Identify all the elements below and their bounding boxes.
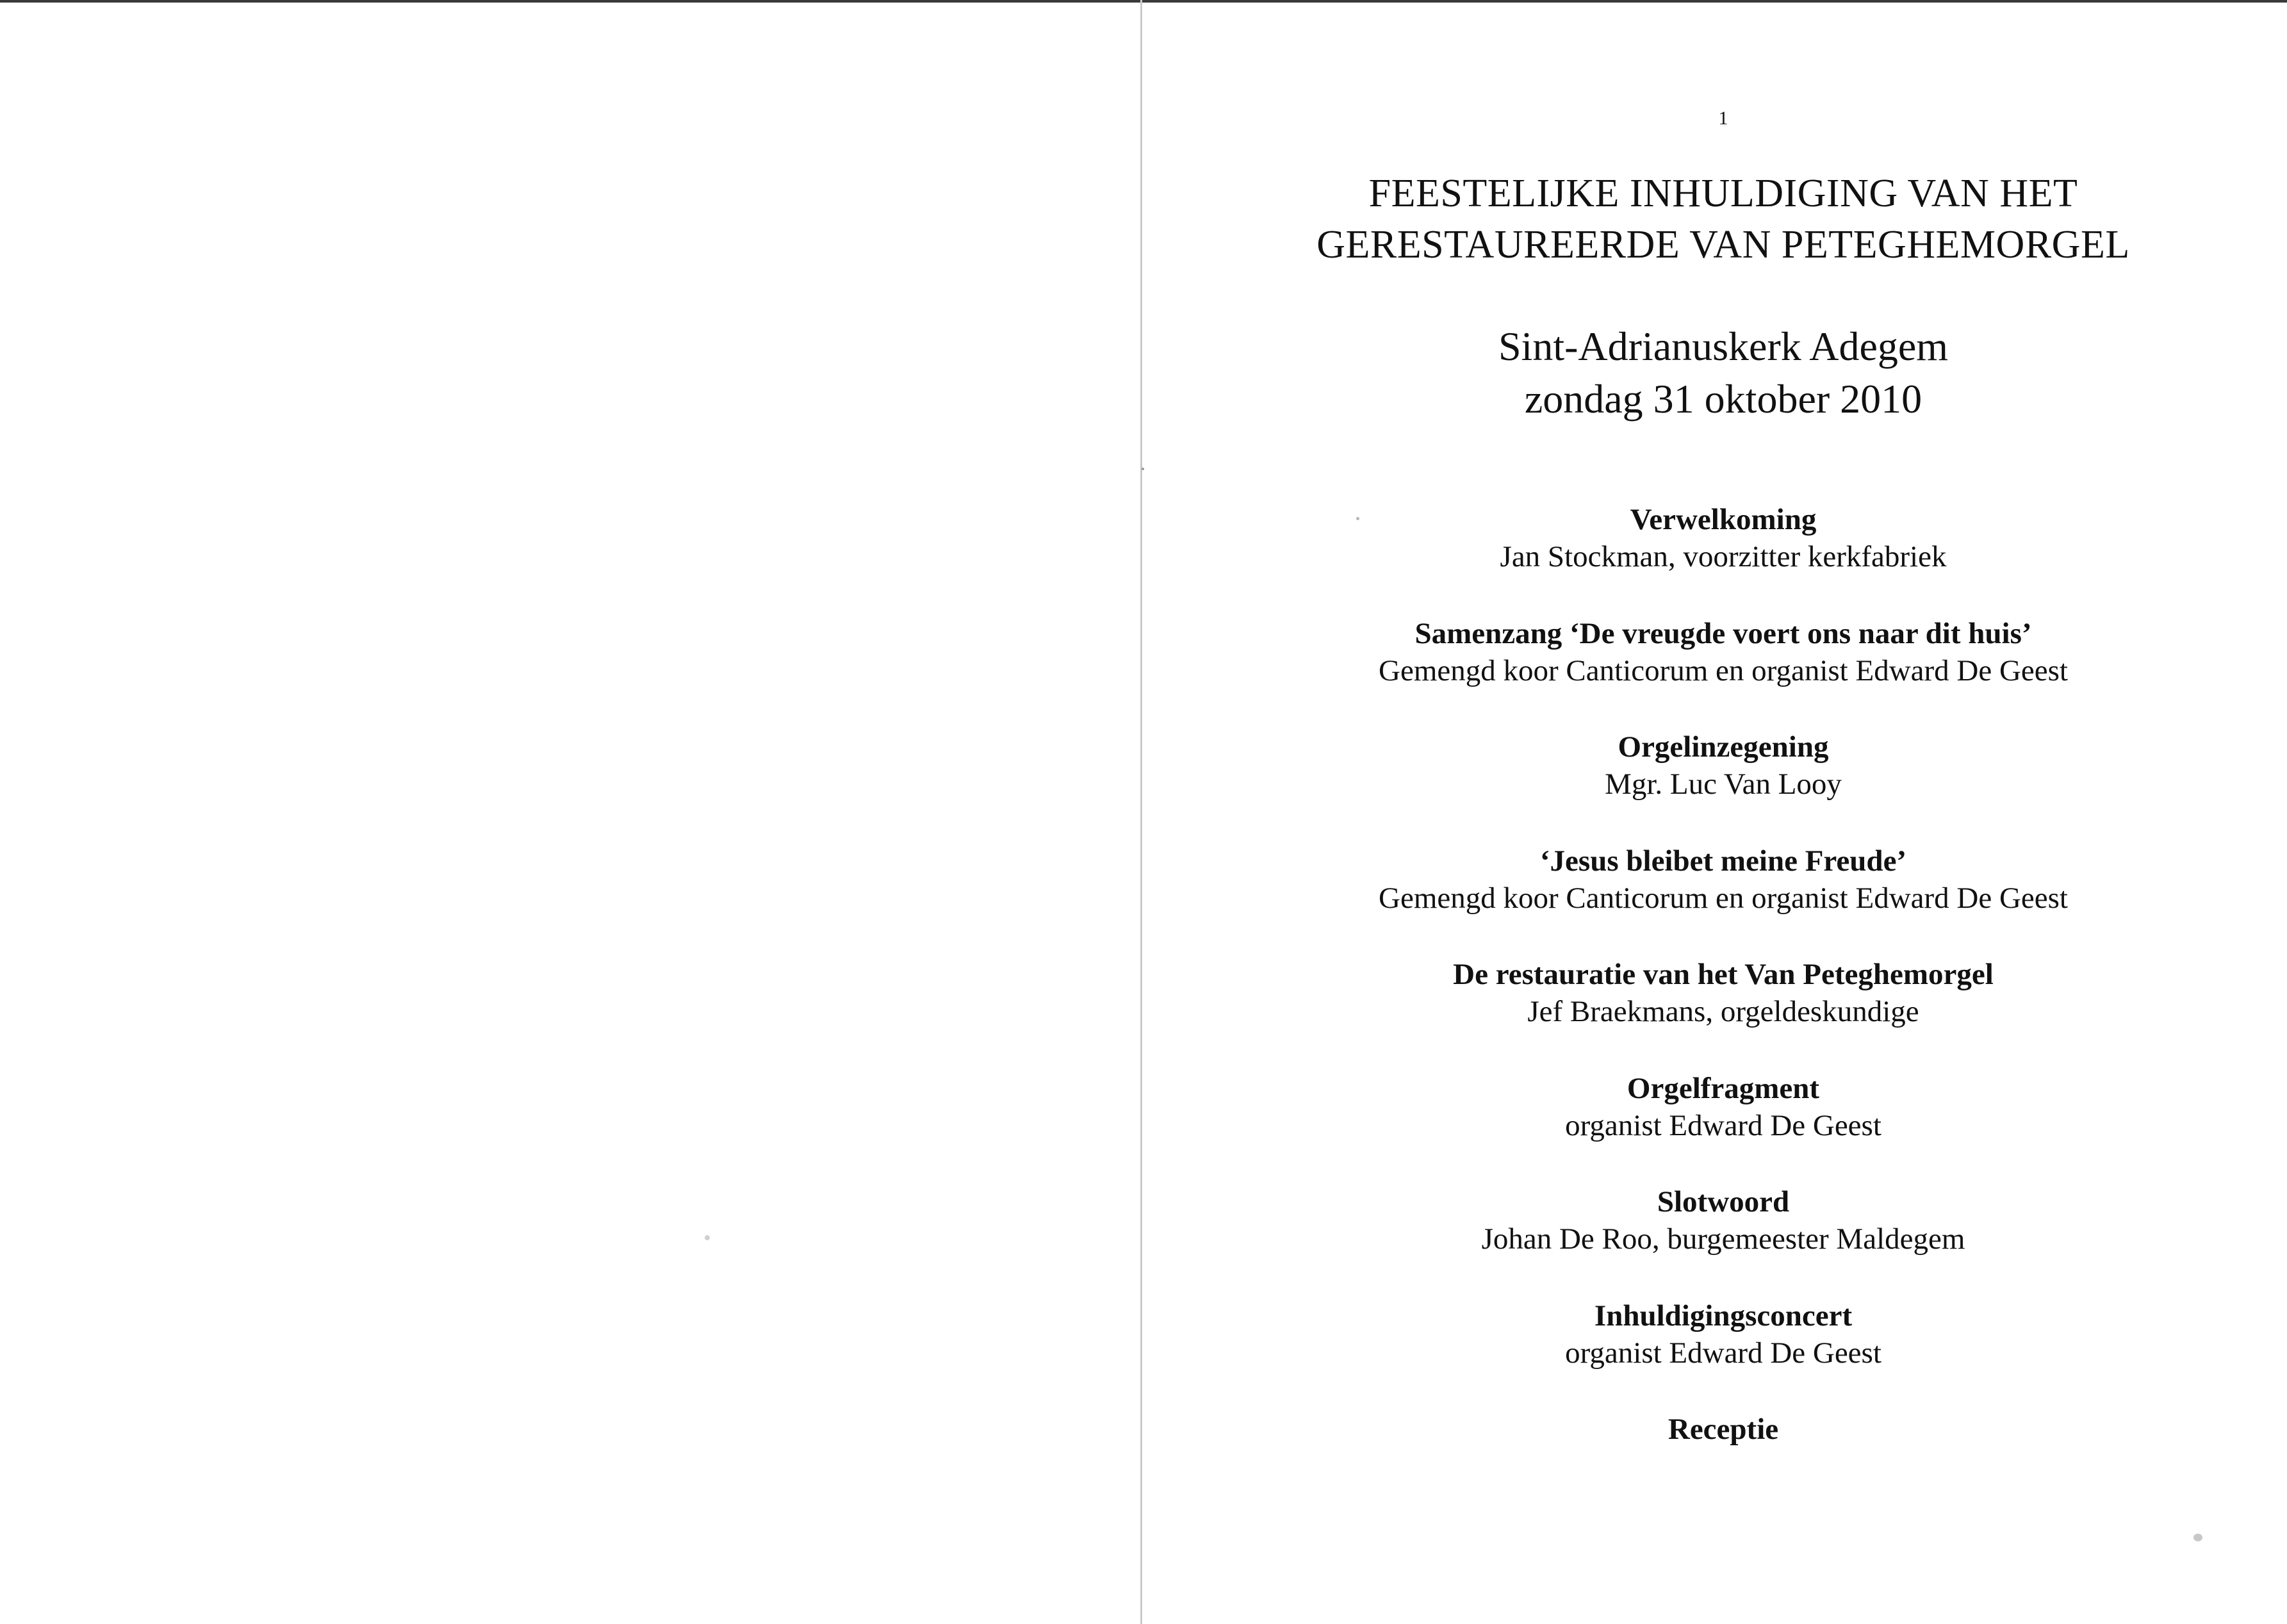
program-item-heading: Orgelinzegening: [1618, 730, 1829, 764]
program-item-heading: De restauratie van het Van Peteghemorgel: [1453, 958, 1994, 991]
program-item-heading: Verwelkoming: [1630, 503, 1817, 536]
date-line: zondag 31 oktober 2010: [1524, 376, 1922, 422]
scan-speck: [705, 1235, 710, 1240]
program-item-performer: Johan De Roo, burgemeester Maldegem: [1481, 1222, 1965, 1256]
scan-speck: [1356, 517, 1359, 520]
program-item-heading: Slotwoord: [1657, 1185, 1790, 1218]
program-item: [1256, 1297, 2191, 1411]
scan-speck: [2193, 1534, 2202, 1541]
venue-line: Sint-Adrianuskerk Adegem: [1498, 324, 1949, 369]
program-item: [1256, 501, 2191, 615]
program-item-heading: Samenzang ‘De vreugde voert ons naar dit huis’: [1414, 616, 2032, 650]
scan-speck: [1142, 468, 1144, 470]
page-title: [1256, 168, 2191, 270]
venue-and-date: [1256, 320, 2191, 425]
program-item: [1256, 1183, 2191, 1297]
title-line: GERESTAUREERDE VAN PETEGHEMORGEL: [1316, 223, 2130, 267]
program-item-heading: Inhuldigingsconcert: [1594, 1299, 1853, 1333]
program-item: [1256, 842, 2191, 956]
program-item-performer: organist Edward De Geest: [1565, 1336, 1881, 1370]
page-number: 1: [1718, 108, 1728, 129]
program-item-performer: organist Edward De Geest: [1565, 1108, 1881, 1142]
left-page-blank: [0, 3, 1142, 1619]
program-item-heading: ‘Jesus bleibet meine Freude’: [1539, 844, 1907, 878]
program-item-performer: Gemengd koor Canticorum en organist Edward De Geest: [1379, 881, 2068, 915]
program-list: [1256, 501, 2191, 1525]
program-item: [1256, 956, 2191, 1070]
program-item-performer: Mgr. Luc Van Looy: [1605, 767, 1842, 801]
program-item-performer: Jan Stockman, voorzitter kerkfabriek: [1500, 540, 1947, 573]
title-line: FEESTELIJKE INHULDIGING VAN HET: [1368, 172, 2078, 215]
program-item-performer: Jef Braekmans, orgeldeskundige: [1527, 995, 1919, 1028]
program-item: [1256, 1411, 2191, 1525]
program-item: [1256, 1070, 2191, 1184]
program-item: [1256, 728, 2191, 842]
program-item-performer: Gemengd koor Canticorum en organist Edward De Geest: [1379, 653, 2068, 687]
program-item-heading: Receptie: [1668, 1413, 1779, 1446]
program-item-heading: Orgelfragment: [1627, 1071, 1820, 1105]
program-item: [1256, 615, 2191, 729]
